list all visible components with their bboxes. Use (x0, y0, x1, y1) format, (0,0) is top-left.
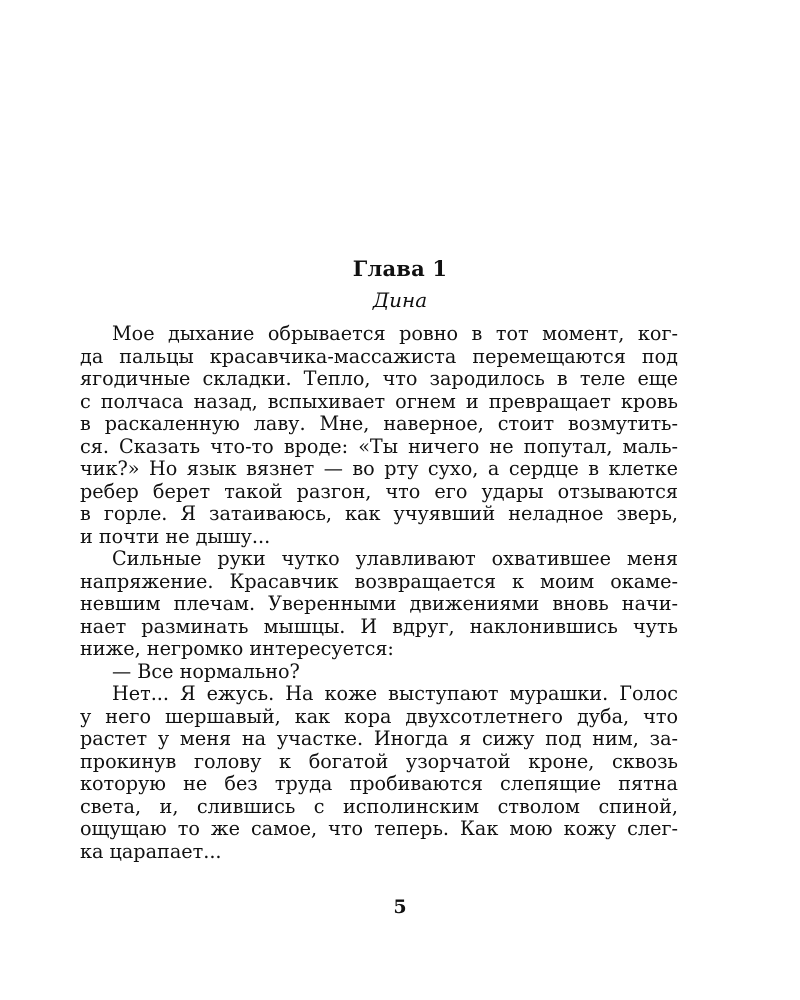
text-line: ощущаю то же самое, что теперь. Как мою кожу слег- (80, 818, 678, 840)
text-line: Мое дыхание обрывается ровно в тот момент, ког- (112, 323, 678, 345)
text-line: света, и, слившись с исполинским стволом спиной, (80, 795, 678, 818)
text-line: и почти не дышу... (80, 525, 271, 548)
text-line: — Все нормально? (112, 660, 300, 683)
chapter-text (80, 323, 678, 863)
text-line: ниже, негромко интересуется: (80, 638, 394, 660)
text-line: ся. Сказать что-то вроде: «Ты ничего не попутал, маль- (80, 435, 678, 458)
page-number: 5 (393, 896, 407, 918)
dialogue-paragraph (80, 661, 678, 684)
text-line: растет у меня на участке. Иногда я сижу под ним, за- (80, 728, 678, 750)
text-line: с полчаса назад, вспыхивает огнем и превращает кровь (80, 390, 678, 413)
text-line: прокинув голову к богатой узорчатой кроне, сквозь (80, 750, 678, 773)
chapter-subtitle: Дина (372, 288, 428, 312)
text-line: в горле. Я затаиваюсь, как учуявший неладное зверь, (80, 503, 678, 525)
text-line: да пальцы красавчика-массажиста перемещаются под (80, 345, 678, 368)
text-line: Сильные руки чутко улавливают охватившее меня (112, 548, 678, 570)
text-line: у него шершавый, как кора двухсотлетнего дуба, что (80, 705, 678, 728)
text-line: нает разминать мышцы. И вдруг, наклонившись чуть (80, 615, 678, 638)
paragraph (80, 323, 678, 548)
text-line: невшим плечам. Уверенными движениями вновь начи- (80, 593, 678, 615)
text-line: ка царапает... (80, 840, 222, 863)
text-line: Нет... Я ежусь. На коже выступают мурашки. Голос (112, 683, 678, 705)
text-line: которую не без труда пробиваются слепящие пятна (80, 773, 678, 795)
text-line: чик?» Но язык вязнет — во рту сухо, а сердце в клетке (80, 458, 678, 480)
text-line: в раскаленную лаву. Мне, наверное, стоит возмутить- (80, 413, 678, 435)
text-line: напряжение. Красавчик возвращается к моим окаме- (80, 570, 678, 593)
paragraph (80, 683, 678, 863)
text-line: ребер берет такой разгон, что его удары отзываются (80, 480, 678, 503)
text-line: ягодичные складки. Тепло, что зародилось в теле еще (80, 368, 678, 390)
chapter-title: Глава 1 (352, 256, 448, 281)
paragraph (80, 548, 678, 661)
